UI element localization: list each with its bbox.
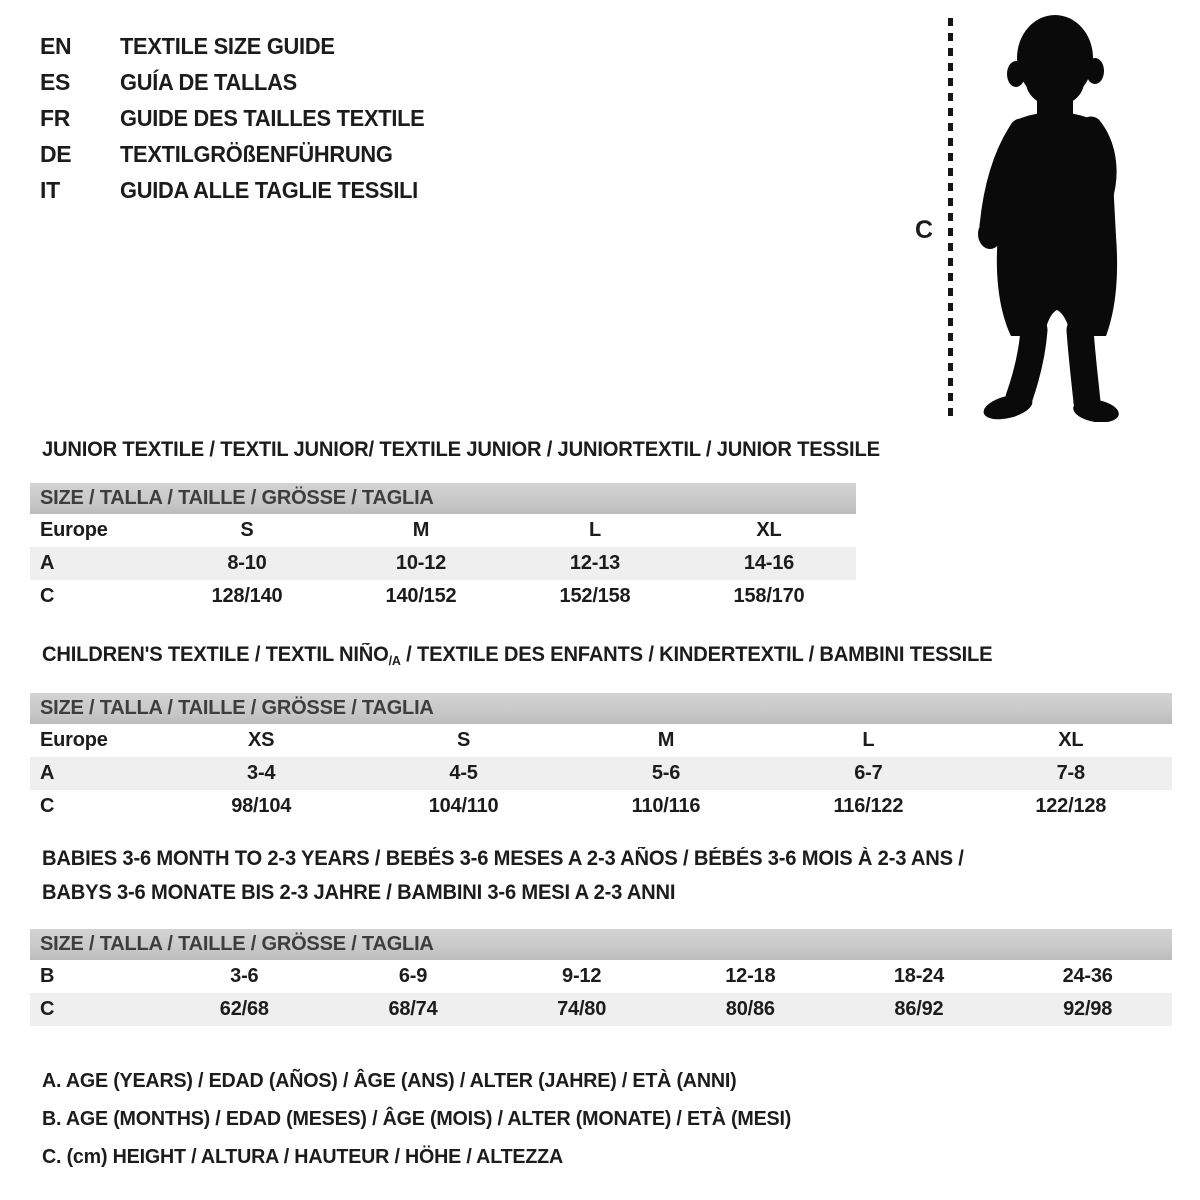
table-row — [30, 724, 1172, 757]
row-label: C — [40, 585, 55, 607]
guide-title-en: TEXTILE SIZE GUIDE — [120, 32, 335, 59]
table-cell: M — [412, 519, 430, 541]
language-code: ES — [40, 68, 71, 95]
table-cell: 158/170 — [733, 585, 805, 607]
table-cell: XL — [756, 519, 782, 541]
table-cell: 3-6 — [230, 965, 259, 987]
language-code: IT — [40, 176, 60, 203]
language-row-es — [40, 64, 441, 100]
table-cell: 10-12 — [334, 547, 508, 580]
table-cell: 18-24 — [893, 965, 945, 987]
table-row — [30, 514, 856, 547]
children-title-subscript: /A — [388, 653, 401, 668]
children-title-text: / TEXTILE DES ENFANTS / KINDERTEXTIL / BAMBINI TESSILE — [400, 643, 993, 666]
table-cell: 62/68 — [160, 993, 329, 1026]
legend-line-c: C. (cm) HEIGHT / ALTURA / HAUTEUR / HÖHE / ALTEZZA — [42, 1145, 564, 1168]
size-header-bar: SIZE / TALLA / TAILLE / GRÖSSE / TAGLIA — [30, 929, 1172, 960]
table-row — [30, 960, 1172, 993]
language-code: FR — [40, 104, 71, 131]
language-row-it — [40, 172, 441, 208]
table-cell: 12-13 — [508, 547, 682, 580]
table-cell: 3-4 — [160, 757, 362, 790]
legend-line-a: A. AGE (YEARS) / EDAD (AÑOS) / ÂGE (ANS) / ALTER (JAHRE) / ETÀ (ANNI) — [42, 1069, 737, 1092]
table-cell: 6-9 — [398, 965, 428, 987]
table-row — [30, 790, 1172, 823]
table-cell: 8-10 — [160, 547, 334, 580]
table-cell: XL — [1058, 729, 1084, 751]
table-cell: M — [657, 729, 675, 751]
baby-silhouette-image — [967, 12, 1147, 422]
table-row — [30, 547, 856, 580]
table-cell: 104/110 — [428, 795, 499, 817]
table-row — [30, 757, 1172, 790]
table-cell: 98/104 — [231, 795, 292, 817]
babies-title-line2: BABYS 3-6 MONATE BIS 2-3 JAHRE / BAMBINI 3-6 MESI A 2-3 ANNI — [42, 881, 676, 904]
table-cell: 128/140 — [211, 585, 283, 607]
table-cell: 80/86 — [666, 993, 835, 1026]
table-cell: 6-7 — [767, 757, 969, 790]
table-cell: 12-18 — [725, 965, 776, 987]
language-title-list — [40, 28, 441, 208]
legend-line-b: B. AGE (MONTHS) / EDAD (MESES) / ÂGE (MOIS) / ALTER (MONATE) / ETÀ (MESI) — [42, 1107, 792, 1130]
table-cell: XS — [248, 729, 275, 751]
language-row-en — [40, 28, 441, 64]
table-cell: 74/80 — [497, 993, 666, 1026]
table-cell: 24-36 — [1062, 965, 1113, 987]
babies-size-table — [30, 929, 1172, 1026]
junior-size-table — [30, 483, 856, 613]
table-cell: 9-12 — [562, 965, 602, 987]
table-cell: L — [862, 729, 875, 751]
row-label: C — [40, 795, 55, 817]
size-header-bar: SIZE / TALLA / TAILLE / GRÖSSE / TAGLIA — [30, 483, 856, 514]
table-cell: 14-16 — [682, 547, 856, 580]
language-row-fr — [40, 100, 441, 136]
language-code: EN — [40, 32, 72, 59]
guide-title-de: TEXTILGRÖßENFÜHRUNG — [120, 140, 393, 167]
row-label: Europe — [40, 519, 108, 541]
table-cell: 152/158 — [559, 585, 631, 607]
table-cell: 116/122 — [833, 795, 904, 817]
table-cell: 86/92 — [835, 993, 1004, 1026]
row-label: C — [30, 993, 160, 1026]
row-label: Europe — [40, 729, 108, 751]
table-cell: 4-5 — [362, 757, 564, 790]
table-cell: L — [588, 519, 602, 541]
table-cell: 110/116 — [631, 795, 701, 817]
guide-title-fr: GUIDE DES TAILLES TEXTILE — [120, 104, 425, 131]
table-cell: S — [240, 519, 254, 541]
table-cell: 92/98 — [1003, 993, 1172, 1026]
children-title-text: CHILDREN'S TEXTILE / TEXTIL NIÑO — [42, 643, 389, 666]
table-row — [30, 993, 1172, 1026]
row-label: B — [40, 965, 55, 987]
children-size-table — [30, 693, 1172, 823]
junior-section-title: JUNIOR TEXTILE / TEXTIL JUNIOR/ TEXTILE JUNIOR / JUNIORTEXTIL / JUNIOR TESSILE — [42, 438, 880, 461]
measure-legend — [42, 1062, 822, 1176]
table-cell: 5-6 — [565, 757, 767, 790]
height-dashed-line — [948, 18, 953, 418]
row-label: A — [30, 547, 160, 580]
guide-title-it: GUIDA ALLE TAGLIE TESSILI — [120, 176, 418, 203]
table-cell: S — [457, 729, 471, 751]
babies-title-line1: BABIES 3-6 MONTH TO 2-3 YEARS / BEBÉS 3-6 MESES A 2-3 AÑOS / BÉBÉS 3-6 MOIS À 2-3 ANS / — [42, 847, 964, 870]
table-cell: 68/74 — [329, 993, 498, 1026]
table-cell: 122/128 — [1035, 795, 1107, 817]
language-row-de — [40, 136, 441, 172]
table-cell: 7-8 — [970, 757, 1172, 790]
height-measure-figure — [905, 10, 1175, 425]
language-code: DE — [40, 140, 72, 167]
size-header-bar: SIZE / TALLA / TAILLE / GRÖSSE / TAGLIA — [30, 693, 1172, 724]
height-measure-label: C — [915, 216, 934, 244]
row-label: A — [30, 757, 160, 790]
babies-section-title — [42, 842, 964, 910]
guide-title-es: GUÍA DE TALLAS — [120, 68, 297, 95]
table-cell: 140/152 — [385, 585, 457, 607]
table-row — [30, 580, 856, 613]
children-section-title — [42, 643, 992, 668]
